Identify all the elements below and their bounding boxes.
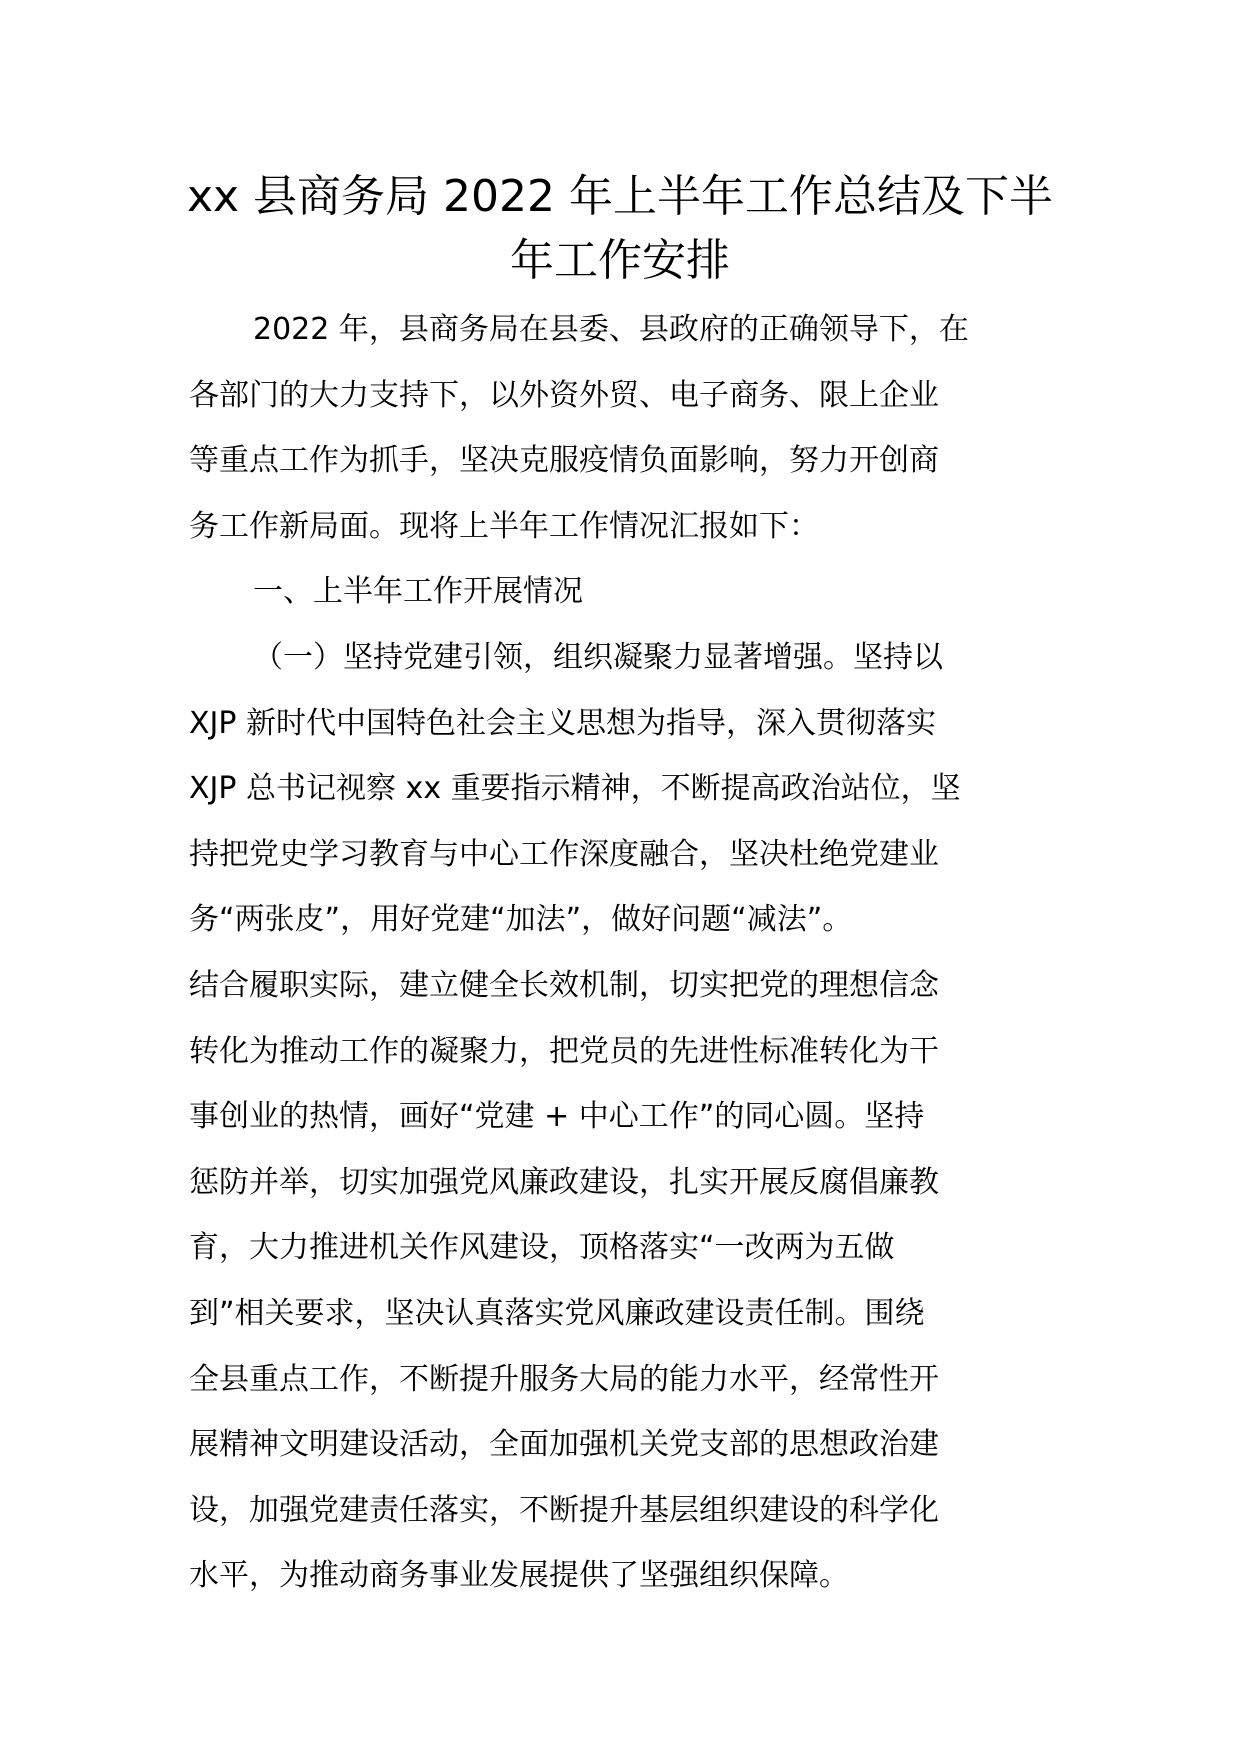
paragraph-party-line-2: XJP 新时代中国特色社会主义思想为指导，深入贯彻落实 xyxy=(189,705,937,741)
paragraph-party-line-10: 育，大力推进机关作风建设，顶格落实“一改两为五做 xyxy=(189,1230,895,1266)
paragraph-party-line-4: 持把党史学习教育与中心工作深度融合，坚决杜绝党建业 xyxy=(189,836,939,872)
paragraph-party-line-8: 事创业的热情，画好“党建 + 中心工作”的同心圆。坚持 xyxy=(189,1099,925,1135)
document-title xyxy=(150,165,1090,293)
paragraph-intro-line-4: 务工作新局面。现将上半年工作情况汇报如下： xyxy=(189,508,819,544)
paragraph-party-line-12: 全县重点工作，不断提升服务大局的能力水平，经常性开 xyxy=(189,1361,939,1397)
paragraph-party-line-6: 结合履职实际，建立健全长效机制，切实把党的理想信念 xyxy=(189,967,939,1003)
paragraph-intro-line-3: 等重点工作为抓手，坚决克服疫情负面影响，努力开创商 xyxy=(189,443,939,479)
paragraph-party-line-9: 惩防并举，切实加强党风廉政建设，扎实开展反腐倡廉教 xyxy=(189,1164,939,1200)
paragraph-intro-line-1: 2022 年，县商务局在县委、县政府的正确领导下，在 xyxy=(253,312,969,347)
document-body xyxy=(189,297,1069,1609)
paragraph-party-line-7: 转化为推动工作的凝聚力，把党员的先进性标准转化为干 xyxy=(189,1033,939,1069)
paragraph-party-line-1: （一）坚持党建引领，组织凝聚力显著增强。坚持以 xyxy=(253,639,943,675)
paragraph-party-line-14: 设，加强党建责任落实，不断提升基层组织建设的科学化 xyxy=(189,1492,939,1528)
title-line-2: 年工作安排 xyxy=(510,235,730,286)
section-heading-1: 一、上半年工作开展情况 xyxy=(253,574,583,610)
paragraph-intro-line-2: 各部门的大力支持下，以外资外贸、电子商务、限上企业 xyxy=(189,377,939,413)
paragraph-party-line-13: 展精神文明建设活动，全面加强机关党支部的思想政治建 xyxy=(189,1427,939,1463)
paragraph-party-line-11: 到”相关要求，坚决认真落实党风廉政建设责任制。围绕 xyxy=(189,1295,925,1331)
paragraph-party-line-5: 务“两张皮”，用好党建“加法”，做好问题“减法”。 xyxy=(189,902,853,938)
paragraph-party-line-15: 水平，为推动商务事业发展提供了坚强组织保障。 xyxy=(189,1558,849,1594)
paragraph-party-line-3: XJP 总书记视察 xx 重要指示精神，不断提高政治站位，坚 xyxy=(189,771,961,807)
title-line-1: xx 县商务局 2022 年上半年工作总结及下半 xyxy=(186,171,1053,222)
